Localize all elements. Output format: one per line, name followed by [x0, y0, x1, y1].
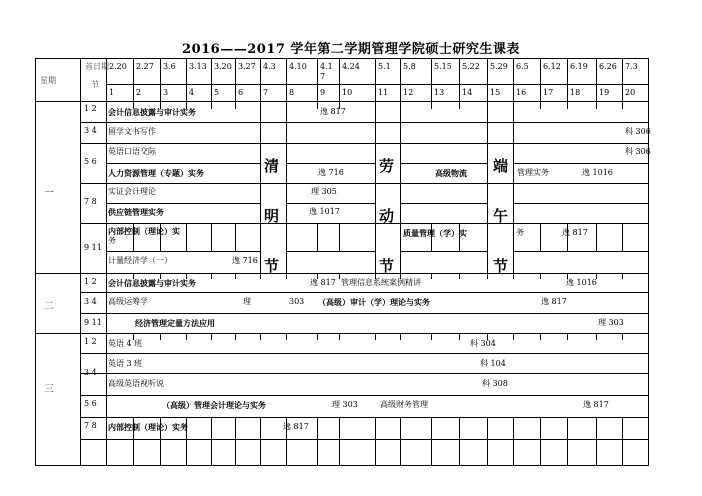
column-tick — [622, 273, 623, 279]
classroom: 逸 716 — [318, 168, 344, 177]
column-tick — [540, 273, 541, 279]
holiday-duanwu-char: 端 — [493, 157, 509, 175]
week-number: 15 — [490, 88, 501, 97]
classroom: 逸 817 — [541, 297, 567, 306]
holiday-column-edge — [286, 101, 287, 274]
weekday-column-border — [80, 58, 81, 466]
column-tick — [317, 333, 318, 340]
holiday-column-edge — [400, 101, 401, 274]
section-label: 3 4 — [84, 126, 97, 135]
classroom: 科 308 — [482, 379, 508, 388]
week-start-date: 4.10 — [289, 62, 307, 71]
week-number: 2 — [136, 88, 142, 97]
week-number: 12 — [403, 88, 414, 97]
column-tick — [622, 333, 623, 340]
table-right-border — [648, 58, 649, 466]
course-name: （高级）管理会计理论与实务 — [162, 400, 266, 410]
week-number: 9 — [320, 88, 326, 97]
column-tick — [596, 417, 597, 466]
row-line — [400, 251, 488, 252]
course-name: 高级英语视听说 — [108, 379, 164, 388]
classroom: 逸 817 — [320, 107, 346, 116]
section-label: 9 11 — [84, 318, 102, 327]
column-tick — [622, 417, 623, 466]
header-column-line — [186, 58, 187, 102]
column-tick — [211, 417, 212, 466]
header-column-line — [317, 58, 318, 102]
weekday-label: 二 — [44, 301, 54, 312]
row-line — [513, 251, 649, 252]
course-name: 会计信息披露与审计实务 — [108, 278, 196, 288]
classroom: 理 303 — [332, 400, 358, 409]
week-number: 13 — [434, 88, 445, 97]
week-number: 11 — [378, 88, 389, 97]
holiday-column-edge — [487, 101, 488, 274]
column-tick — [339, 333, 340, 340]
week-start-date: 4.17 — [320, 62, 333, 81]
row-line — [80, 292, 649, 293]
column-tick — [260, 333, 261, 340]
column-tick — [235, 273, 236, 279]
course-name: 高级财务管理 — [380, 400, 428, 409]
header-column-line — [160, 58, 161, 102]
holiday-laodong-char: 劳 — [379, 157, 395, 175]
holiday-qingming-char: 明 — [264, 207, 280, 225]
column-tick — [235, 417, 236, 466]
course-name: 计量经济学（一） — [108, 256, 172, 265]
section-label: 1 2 — [84, 337, 97, 346]
column-tick — [513, 417, 514, 466]
header-column-line — [487, 58, 488, 102]
column-tick — [211, 333, 212, 340]
course-name: 英语 3 班 — [108, 359, 143, 368]
column-tick — [431, 101, 432, 109]
holiday-qingming-char: 节 — [264, 257, 280, 275]
header-column-line — [513, 58, 514, 102]
column-tick — [622, 101, 623, 109]
classroom: 科 306 — [625, 127, 651, 136]
course-name: 留学文书写作 — [108, 127, 156, 136]
classroom: 303 — [289, 297, 305, 306]
course-name: 内部控制（理论）实 — [108, 226, 180, 236]
week-start-date: 2.27 — [136, 62, 154, 71]
header-column-line — [211, 58, 212, 102]
week-start-date: 6.26 — [599, 62, 617, 71]
row-line — [80, 395, 649, 396]
column-tick — [459, 333, 460, 340]
week-number: 6 — [238, 88, 244, 97]
course-name: 实证会计理论 — [108, 187, 156, 196]
row-line — [286, 251, 376, 252]
header-column-line — [400, 58, 401, 102]
day-divider — [35, 333, 649, 334]
row-line — [400, 203, 488, 204]
course-name: 务 — [516, 228, 524, 237]
holiday-laodong-char: 节 — [379, 257, 395, 275]
row-line — [80, 353, 649, 354]
course-name: 供应链管理实务 — [108, 207, 164, 217]
column-tick — [186, 333, 187, 340]
row-line — [513, 163, 649, 164]
section-label: 3 4 — [84, 297, 97, 306]
week-start-date: 4.24 — [342, 62, 360, 71]
column-tick — [540, 101, 541, 109]
column-tick — [286, 273, 287, 279]
week-start-date: 7.3 — [625, 62, 638, 71]
column-tick — [622, 223, 623, 252]
row-line — [80, 122, 649, 123]
classroom: 科 104 — [480, 359, 506, 368]
course-name: 英语 4 班 — [108, 339, 143, 348]
column-tick — [211, 273, 212, 279]
classroom: 逸 817 — [583, 400, 609, 409]
row-line — [106, 163, 261, 164]
column-tick — [375, 417, 376, 466]
header-column-line — [339, 58, 340, 102]
column-tick — [487, 273, 488, 279]
header-column-line — [431, 58, 432, 102]
week-start-date: 4.3 — [263, 62, 276, 71]
column-tick — [567, 333, 568, 340]
week-number: 10 — [342, 88, 353, 97]
course-name: 会计信息披露与审计实务 — [108, 107, 196, 117]
column-tick — [160, 333, 161, 340]
row-line — [80, 143, 649, 144]
week-start-date: 2.20 — [109, 62, 127, 71]
column-tick — [540, 417, 541, 466]
course-name: 经济管理定量方法应用 — [135, 318, 215, 328]
column-tick — [431, 273, 432, 279]
holiday-column-edge — [513, 101, 514, 274]
classroom: 科 306 — [625, 147, 651, 156]
column-tick — [317, 417, 318, 466]
column-tick — [596, 333, 597, 340]
column-tick — [400, 417, 401, 466]
week-number: 1 — [109, 88, 115, 97]
classroom: 理 303 — [598, 318, 624, 327]
holiday-duanwu-char: 节 — [493, 257, 509, 275]
row-line — [106, 251, 261, 252]
table-left-border — [35, 58, 36, 466]
column-tick — [596, 223, 597, 252]
row-line — [286, 203, 376, 204]
holiday-column-edge — [260, 101, 261, 274]
weekday-label: 一 — [44, 188, 54, 199]
header-column-line — [540, 58, 541, 102]
row-line — [286, 163, 376, 164]
classroom: 逸 1017 — [309, 207, 340, 216]
course-name: 英语口语交际 — [108, 147, 156, 156]
row-line — [80, 223, 649, 224]
classroom: 理 — [243, 297, 251, 306]
week-number: 4 — [189, 88, 195, 97]
course-name: 人力资源管理（专题）实务 — [108, 168, 204, 178]
section-label: 9 11 — [84, 243, 102, 252]
column-tick — [186, 223, 187, 252]
column-tick — [211, 101, 212, 109]
course-name: 务 — [108, 236, 116, 245]
column-tick — [459, 273, 460, 279]
week-number: 14 — [462, 88, 473, 97]
weekday-header: 星期 — [40, 76, 56, 85]
holiday-column-edge — [375, 101, 376, 274]
section-label: 1 2 — [84, 277, 97, 286]
section-label: 5 6 — [84, 157, 97, 166]
column-tick — [400, 333, 401, 340]
column-tick — [339, 417, 340, 466]
column-tick — [260, 417, 261, 466]
column-tick — [339, 273, 340, 279]
header-column-line — [622, 58, 623, 102]
column-tick — [540, 333, 541, 340]
column-tick — [459, 417, 460, 466]
table-bottom-border — [35, 465, 649, 466]
section-label: 7 8 — [84, 421, 97, 430]
week-number: 8 — [289, 88, 295, 97]
section-label: 7 8 — [84, 197, 97, 206]
table-top-border — [35, 58, 649, 59]
course-name: 管理实务 — [517, 168, 549, 177]
header-column-line — [459, 58, 460, 102]
column-tick — [375, 333, 376, 340]
holiday-duanwu-char: 午 — [493, 207, 509, 225]
week-start-date: 3.13 — [189, 62, 207, 71]
week-start-date: 5.8 — [403, 62, 416, 71]
row-line — [80, 439, 649, 440]
classroom: 逸 716 — [232, 256, 258, 265]
header-column-line — [133, 58, 134, 102]
week-number: 3 — [163, 88, 169, 97]
classroom: 科 304 — [470, 339, 496, 348]
classroom: 逸 1016 — [582, 168, 613, 177]
row-line — [80, 313, 649, 314]
column-tick — [286, 333, 287, 340]
column-tick — [317, 223, 318, 252]
row-line — [80, 373, 649, 374]
week-start-date: 5.1 — [378, 62, 391, 71]
day-divider — [35, 273, 649, 274]
course-name: 高级物流 — [435, 168, 467, 178]
column-tick — [431, 417, 432, 466]
section-column-border — [106, 58, 107, 466]
course-name: 管理信息系统案例精讲 — [341, 278, 421, 287]
column-tick — [235, 333, 236, 340]
classroom: 逸 817 — [562, 228, 588, 237]
column-tick — [567, 417, 568, 466]
section-label: 3 4 — [84, 368, 97, 377]
section-header: 节 — [91, 80, 99, 89]
week-start-date: 6.12 — [543, 62, 561, 71]
column-tick — [211, 223, 212, 252]
week-number: 16 — [516, 88, 527, 97]
row-line — [513, 203, 649, 204]
course-name: （高级）审计（学）理论与实务 — [318, 297, 430, 307]
header-column-line — [567, 58, 568, 102]
column-tick — [540, 223, 541, 252]
column-tick — [339, 223, 340, 252]
header-column-line — [596, 58, 597, 102]
week-start-date: 3.27 — [238, 62, 256, 71]
header-bottom-line — [35, 101, 649, 102]
column-tick — [487, 417, 488, 466]
header-column-line — [235, 58, 236, 102]
date-header: 首日期 — [85, 62, 109, 71]
week-number: 5 — [214, 88, 220, 97]
weekday-label: 三 — [44, 384, 54, 395]
week-start-date: 5.22 — [462, 62, 480, 71]
week-number: 7 — [263, 88, 269, 97]
column-tick — [459, 101, 460, 109]
week-start-date: 5.29 — [490, 62, 508, 71]
holiday-qingming-char: 清 — [264, 157, 280, 175]
section-label: 1 2 — [84, 104, 97, 113]
column-tick — [235, 101, 236, 109]
week-start-date: 3.20 — [214, 62, 232, 71]
column-tick — [513, 273, 514, 279]
section-label: 5 6 — [84, 399, 97, 408]
classroom: 逸 817 — [310, 278, 336, 287]
column-tick — [513, 333, 514, 340]
header-column-line — [286, 58, 287, 102]
row-line — [80, 183, 649, 184]
row-line — [80, 417, 649, 418]
column-tick — [317, 101, 318, 109]
column-tick — [596, 101, 597, 109]
week-number: 17 — [543, 88, 554, 97]
week-number: 18 — [570, 88, 581, 97]
course-name: 高级运筹学 — [108, 297, 148, 306]
course-name: 内部控制（理论）实务 — [108, 422, 188, 432]
week-number: 19 — [599, 88, 610, 97]
header-column-line — [375, 58, 376, 102]
week-start-date: 6.5 — [516, 62, 529, 71]
column-tick — [567, 101, 568, 109]
classroom: 理 305 — [311, 187, 337, 196]
classroom: 逸 1016 — [566, 278, 597, 287]
week-start-date: 5.15 — [434, 62, 452, 71]
header-column-line — [260, 58, 261, 102]
column-tick — [235, 223, 236, 252]
course-name: 质量管理（学）实 — [403, 228, 467, 238]
holiday-laodong-char: 动 — [379, 207, 395, 225]
page-title: 2016——2017 学年第二学期管理学院硕士研究生课表 — [182, 42, 520, 57]
week-start-date: 3.6 — [163, 62, 176, 71]
week-number: 20 — [625, 88, 636, 97]
week-start-date: 6.19 — [570, 62, 588, 71]
row-line — [400, 163, 488, 164]
classroom: 逸 817 — [283, 422, 309, 431]
column-tick — [260, 273, 261, 279]
row-line — [106, 203, 261, 204]
column-tick — [431, 333, 432, 340]
